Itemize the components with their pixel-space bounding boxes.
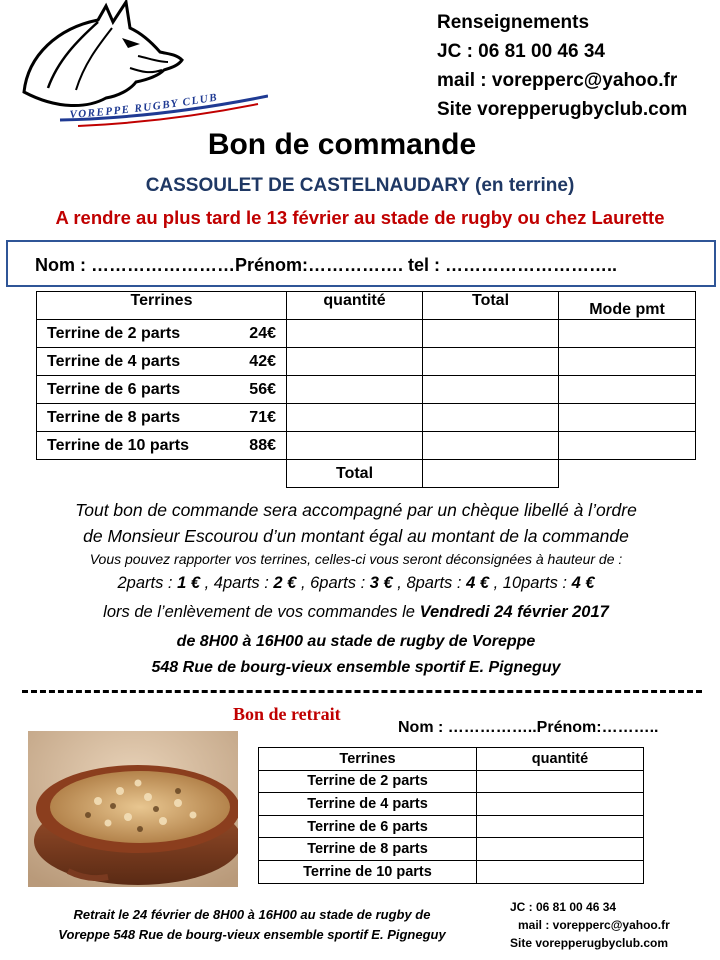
table-row <box>259 860 644 883</box>
page-title: Bon de commande <box>207 128 477 161</box>
row-label: Terrine de 8 parts <box>259 838 477 861</box>
quantity-cell[interactable] <box>477 838 644 861</box>
cassoulet-photo <box>28 731 238 887</box>
retrait-footer-line-1: Retrait le 24 février de 8H00 à 16H00 au stade de rugby de <box>73 907 431 922</box>
row-label: Terrine de 4 parts <box>259 793 477 816</box>
total-cell[interactable] <box>423 404 559 432</box>
row-label: Terrine de 6 parts <box>47 380 181 398</box>
total-cell[interactable] <box>423 432 559 460</box>
deposit-label: 4parts : <box>213 574 274 592</box>
deposit-amount: 3 € <box>369 574 393 592</box>
contact-block <box>437 8 687 124</box>
row-label: Terrine de 4 parts <box>47 352 181 370</box>
header-quantite: quantité <box>287 292 423 320</box>
row-label: Terrine de 10 parts <box>47 436 189 454</box>
row-label: Terrine de 8 parts <box>47 408 181 426</box>
table-row <box>259 793 644 816</box>
info-line-3: Vous pouvez rapporter vos terrines, celles-ci vous seront déconsignées à hauteur de : <box>89 551 623 567</box>
header-mode-pmt: Mode pmt <box>559 292 696 320</box>
header-total: Total <box>423 292 559 320</box>
deadline-notice: A rendre au plus tard le 13 février au stade de rugby ou chez Laurette <box>55 207 665 228</box>
table-row <box>37 432 696 460</box>
table-row <box>37 320 696 348</box>
payment-cell[interactable] <box>559 320 696 348</box>
retrait-contact-mail: mail : vorepperc@yahoo.fr <box>518 918 670 932</box>
quantity-cell[interactable] <box>477 793 644 816</box>
payment-cell[interactable] <box>559 348 696 376</box>
total-cell[interactable] <box>423 376 559 404</box>
row-label: Terrine de 10 parts <box>259 860 477 883</box>
table-row <box>259 770 644 793</box>
table-row <box>259 838 644 861</box>
deposit-label: 8parts : <box>406 574 467 592</box>
contact-site: Site vorepperugbyclub.com <box>437 99 688 120</box>
deposit-label: 2parts : <box>117 574 178 592</box>
club-name-text: VOREPPE RUGBY CLUB <box>69 91 219 122</box>
total-cell[interactable] <box>423 348 559 376</box>
table-row <box>37 404 696 432</box>
retrait-footer-line-2: Voreppe 548 Rue de bourg-vieux ensemble sportif E. Pigneguy <box>58 927 446 942</box>
deposit-label: 6parts : <box>310 574 370 592</box>
quantity-cell[interactable] <box>287 376 423 404</box>
header-terrines: Terrines <box>37 292 287 320</box>
quantity-cell[interactable] <box>287 432 423 460</box>
row-price: 24€ <box>249 324 276 342</box>
total-row <box>37 460 696 488</box>
pickup-line <box>0 603 712 622</box>
wolf-head-shape <box>24 2 182 106</box>
row-label: Terrine de 2 parts <box>259 770 477 793</box>
pickup-hours: de 8H00 à 16H00 au stade de rugby de Voreppe <box>176 633 536 650</box>
table-row <box>37 348 696 376</box>
quantity-cell[interactable] <box>477 770 644 793</box>
retrait-name-line: Nom : ……………..Prénom:……….. <box>398 719 659 736</box>
deposit-amount: 2 € <box>273 574 297 592</box>
retrait-contact-phone: JC : 06 81 00 46 34 <box>510 900 617 914</box>
retrait-contact-site: Site vorepperugbyclub.com <box>510 936 669 950</box>
total-label: Total <box>287 460 423 488</box>
retrait-table <box>258 747 644 884</box>
wolf-logo <box>18 0 268 130</box>
grand-total-cell[interactable] <box>423 460 559 488</box>
deposit-amounts: 2parts : 1 € , 4parts : 2 € , 6parts : 3 € , 8parts : 4 € , 10parts : 4 € <box>117 574 595 592</box>
contact-phone: JC : 06 81 00 46 34 <box>437 41 605 62</box>
cut-line <box>22 690 702 693</box>
quantity-cell[interactable] <box>287 404 423 432</box>
table-row <box>37 376 696 404</box>
pickup-prefix: lors de l’enlèvement de vos commandes le <box>103 603 420 621</box>
deposit-label: 10parts : <box>502 574 572 592</box>
order-table <box>36 291 696 488</box>
pickup-address: 548 Rue de bourg-vieux ensemble sportif E. Pigneguy <box>151 659 561 676</box>
header-quantite: quantité <box>477 748 644 771</box>
row-label: Terrine de 2 parts <box>47 324 181 342</box>
quantity-cell[interactable] <box>287 320 423 348</box>
customer-info-line: Nom : ……………………Prénom:……………. tel : ……………………….. <box>35 255 618 275</box>
payment-cell[interactable] <box>559 404 696 432</box>
quantity-cell[interactable] <box>477 860 644 883</box>
deposit-amount: 1 € <box>177 574 201 592</box>
order-table-header <box>37 292 696 320</box>
row-price: 88€ <box>249 436 276 454</box>
info-line-2: de Monsieur Escourou d’un montant égal au montant de la commande <box>83 526 629 546</box>
quantity-cell[interactable] <box>477 815 644 838</box>
contact-heading: Renseignements <box>437 12 590 33</box>
info-line-1: Tout bon de commande sera accompagné par un chèque libellé à l’ordre <box>75 500 637 520</box>
pickup-date: Vendredi 24 février 2017 <box>419 603 609 621</box>
payment-cell[interactable] <box>559 376 696 404</box>
retrait-title: Bon de retrait <box>233 704 341 724</box>
quantity-cell[interactable] <box>287 348 423 376</box>
product-subtitle: CASSOULET DE CASTELNAUDARY (en terrine) <box>145 175 575 196</box>
retrait-footer <box>22 905 482 945</box>
retrait-contact <box>510 898 670 952</box>
contact-mail: mail : vorepperc@yahoo.fr <box>437 70 678 91</box>
deposit-amount: 4 € <box>571 574 595 592</box>
header-terrines: Terrines <box>259 748 477 771</box>
total-cell[interactable] <box>423 320 559 348</box>
row-label: Terrine de 6 parts <box>259 815 477 838</box>
retrait-table-header <box>259 748 644 771</box>
row-price: 71€ <box>249 408 276 426</box>
row-price: 56€ <box>249 380 276 398</box>
table-row <box>259 815 644 838</box>
deposit-amount: 4 € <box>466 574 490 592</box>
row-price: 42€ <box>249 352 276 370</box>
payment-cell[interactable] <box>559 432 696 460</box>
